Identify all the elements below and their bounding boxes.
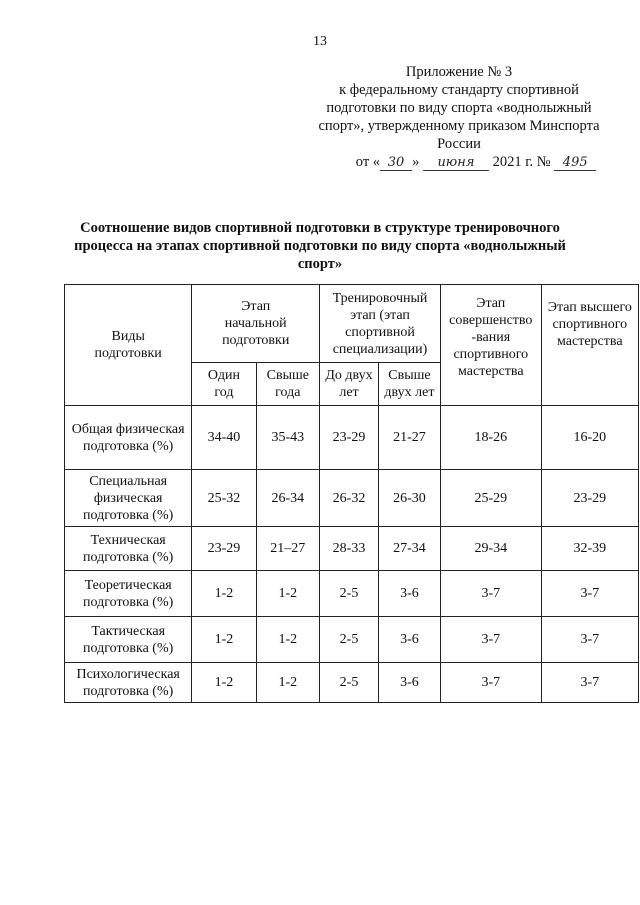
- table-row: [65, 571, 639, 617]
- table-cell: 16-20: [541, 406, 638, 470]
- table-cell: 26-34: [256, 470, 320, 527]
- appendix-block: [300, 63, 618, 171]
- appendix-date-line: [334, 153, 618, 171]
- table-cell: 3-7: [541, 663, 638, 703]
- table-cell: 27-34: [378, 527, 440, 571]
- header-highest-stage: Этап высшего спортивного мастерства: [541, 285, 638, 406]
- appendix-line: спорт», утвержденному приказом Минспорта: [318, 118, 600, 134]
- table-row: [65, 663, 639, 703]
- table-cell: 3-7: [541, 571, 638, 617]
- table-cell: 3-6: [378, 663, 440, 703]
- table-cell: 34-40: [192, 406, 256, 470]
- date-mid: »: [412, 154, 420, 170]
- table-cell: 3-7: [440, 663, 541, 703]
- table-cell: 35-43: [256, 406, 320, 470]
- table-cell: 25-29: [440, 470, 541, 527]
- table-cell: 23-29: [192, 527, 256, 571]
- handwritten-month: июня: [423, 156, 489, 171]
- table-cell: 3-7: [541, 617, 638, 663]
- table-row: [65, 470, 639, 527]
- table-cell: 2-5: [320, 663, 379, 703]
- table-cell: 28-33: [320, 527, 379, 571]
- subheader-over-two-years: Свыше двух лет: [378, 363, 440, 406]
- table-row: [65, 527, 639, 571]
- appendix-line: подготовки по виду спорта «воднолыжный: [326, 100, 592, 116]
- table-cell: 32-39: [541, 527, 638, 571]
- table-cell: 2-5: [320, 617, 379, 663]
- table-cell: 3-6: [378, 617, 440, 663]
- table-row: [65, 617, 639, 663]
- subheader-one-year: Один год: [192, 363, 256, 406]
- table-cell: 26-32: [320, 470, 379, 527]
- table-cell: 26-30: [378, 470, 440, 527]
- row-label: Тактическая подготовка (%): [65, 617, 192, 663]
- row-label: Специальная физическая подготовка (%): [65, 470, 192, 527]
- appendix-line: России: [437, 136, 481, 152]
- header-initial-stage: Этап начальной подготовки: [192, 285, 320, 363]
- document-title: Соотношение видов спортивной подготовки в структуре тренировочного процесса на этапах спортивной подготовки по виду спорта «воднолыжный спорт»: [74, 220, 566, 272]
- table-cell: 21-27: [378, 406, 440, 470]
- row-label: Общая физическая подготовка (%): [65, 406, 192, 470]
- page-number: 13: [313, 34, 327, 49]
- training-ratio-table: [64, 284, 639, 703]
- table-cell: 21–27: [256, 527, 320, 571]
- row-label: Психологическая подготовка (%): [65, 663, 192, 703]
- table-cell: 23-29: [320, 406, 379, 470]
- date-year: 2021 г. №: [492, 154, 551, 170]
- header-types: Виды подготовки: [65, 285, 192, 406]
- handwritten-order-number: 495: [554, 156, 596, 171]
- table-cell: 23-29: [541, 470, 638, 527]
- table-cell: 2-5: [320, 571, 379, 617]
- row-label: Теоретическая подготовка (%): [65, 571, 192, 617]
- table-cell: 1-2: [256, 571, 320, 617]
- table-cell: 3-6: [378, 571, 440, 617]
- table-cell: 3-7: [440, 571, 541, 617]
- handwritten-day: 30: [380, 156, 412, 171]
- table-cell: 1-2: [192, 663, 256, 703]
- table-cell: 29-34: [440, 527, 541, 571]
- date-prefix: от «: [355, 154, 381, 170]
- table-cell: 1-2: [192, 617, 256, 663]
- appendix-line: к федеральному стандарту спортивной: [339, 82, 579, 98]
- table-cell: 1-2: [192, 571, 256, 617]
- table-row: [65, 406, 639, 470]
- table-cell: 1-2: [256, 663, 320, 703]
- table-cell: 18-26: [440, 406, 541, 470]
- table-cell: 1-2: [256, 617, 320, 663]
- row-label: Техническая подготовка (%): [65, 527, 192, 571]
- header-training-stage: Тренировочный этап (этап спортивной специализации): [320, 285, 441, 363]
- table-cell: 3-7: [440, 617, 541, 663]
- table-header-row: [65, 285, 639, 363]
- table-cell: 25-32: [192, 470, 256, 527]
- appendix-title: Приложение № 3: [405, 64, 513, 80]
- header-improvement-stage: Этап совершенство -вания спортивного мастерства: [440, 285, 541, 406]
- subheader-over-year: Свыше года: [256, 363, 320, 406]
- subheader-up-to-two-years: До двух лет: [320, 363, 379, 406]
